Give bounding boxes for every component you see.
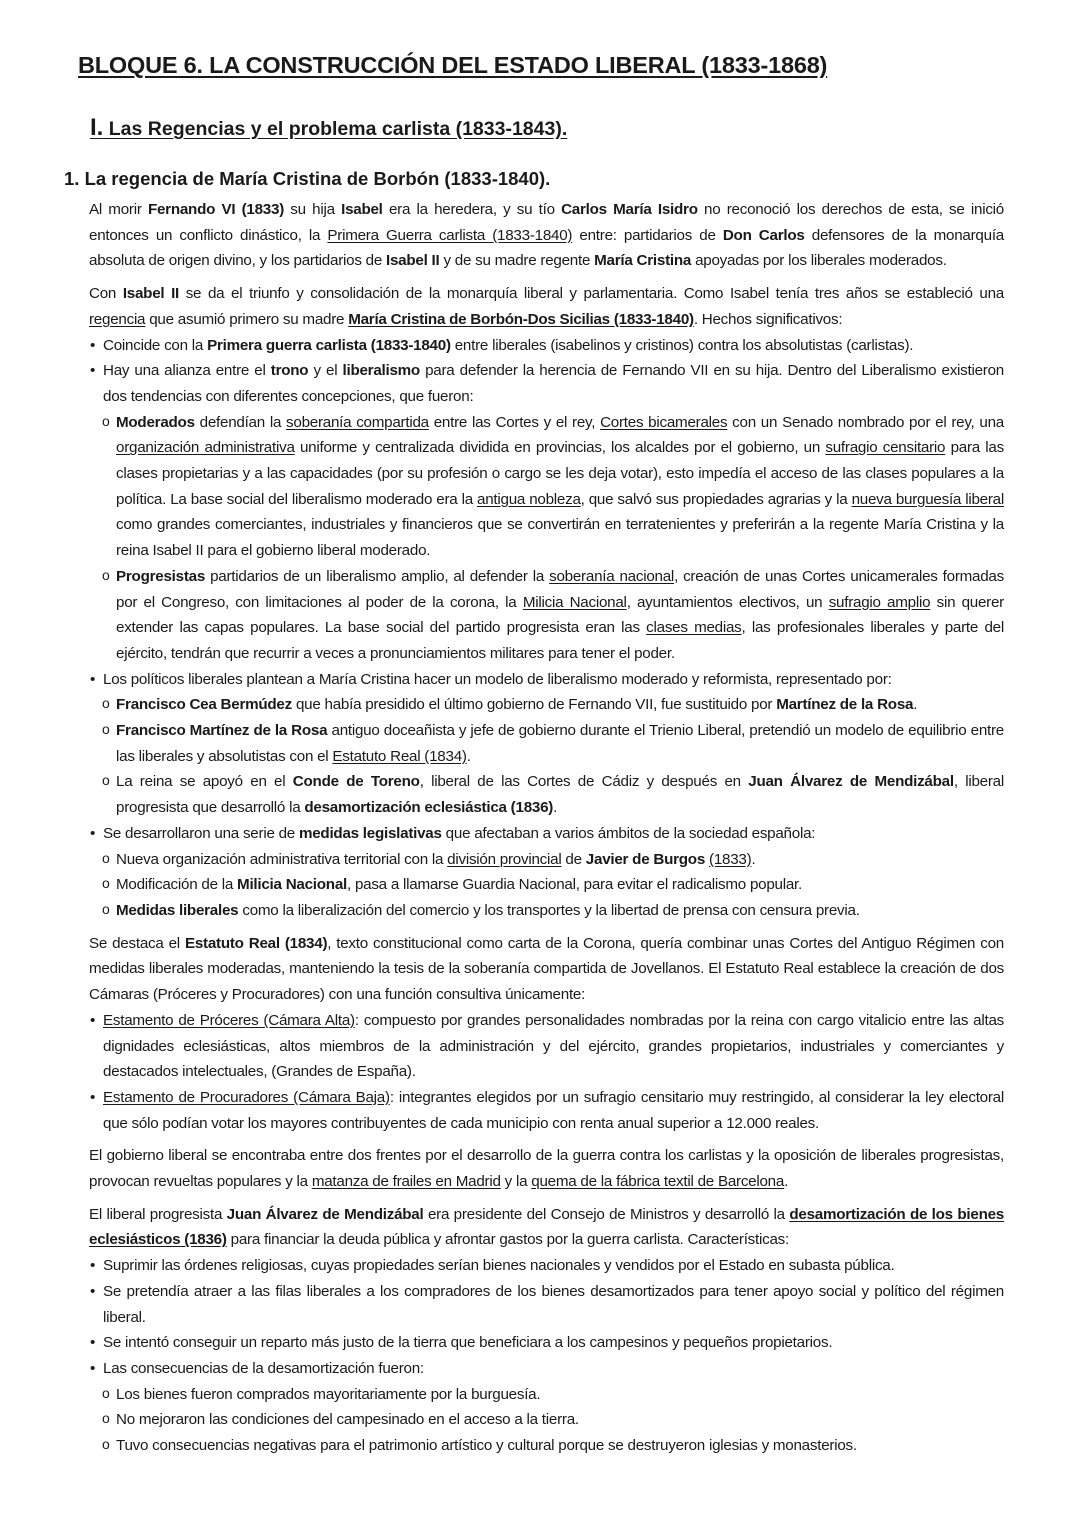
- sub-bullet-item: [89, 564, 1004, 667]
- bold-term: Francisco Martínez de la Rosa: [116, 722, 328, 740]
- bold-term: Carlos María Isidro: [561, 201, 698, 218]
- paragraph: [89, 281, 1004, 332]
- text-run: sin querer extender las capas populares. La base social del partido progresista eran las: [116, 593, 1004, 637]
- text-run: y el: [308, 362, 343, 380]
- bullet-list: [89, 1253, 1004, 1459]
- bullet-item: [89, 1085, 1004, 1136]
- text-run: y la: [500, 1173, 532, 1191]
- sub-bullet-item: [89, 410, 1004, 564]
- text-run: uniforme y centralizada dividida en provincias, los alcaldes por el gobierno, un: [294, 439, 826, 457]
- bold-term: Don Carlos: [722, 226, 805, 244]
- text-run: defendían la: [194, 413, 287, 431]
- underlined-term: antigua nobleza: [477, 490, 581, 508]
- underlined-term: soberanía compartida: [286, 413, 429, 431]
- text-run: se da el triunfo y consolidación de la monarquía liberal y parlamentaria. Como Isabel tenía tres años se estableció una: [179, 285, 1004, 303]
- text-run: , creación de unas Cortes unicamerales formadas por el Congreso, con limitaciones al poder de la corona, la: [116, 567, 1004, 611]
- bold-term: Medidas liberales: [116, 901, 239, 919]
- underlined-term: Primera Guerra carlista (1833-1840): [327, 226, 573, 244]
- sub-bullet-item: [89, 847, 1004, 873]
- document-body: [89, 197, 1004, 1466]
- text-run: apoyadas por los liberales moderados.: [691, 252, 947, 270]
- underlined-term: (1833): [709, 850, 752, 868]
- text-run: La reina se apoyó en el: [116, 773, 293, 791]
- bold-term: Estatuto Real (1834): [184, 934, 328, 952]
- text-run: Al morir: [89, 201, 148, 218]
- text-run: para las clases propietarias y a las capacidades (por su profesión o cargo se les deja votar), esto impedía el acceso de las clases populares a la política. La base social del liberalismo moderado era la: [116, 439, 1004, 508]
- bold-term: Moderados: [116, 413, 195, 431]
- paragraph: [89, 931, 1004, 1008]
- text-run: .: [751, 850, 756, 868]
- underlined-term: clases medias: [646, 619, 742, 637]
- text-run: antiguo doceañista y jefe de gobierno durante el Trienio Liberal, pretendió un modelo de equilibrio entre las liberales y absolutistas con el: [116, 722, 1004, 765]
- text-run: Las consecuencias de la desamortización fueron:: [103, 1359, 424, 1377]
- sub-bullet-item: [89, 1433, 1004, 1459]
- text-run: entre: partidarios de: [572, 226, 723, 244]
- bullet-item: [89, 358, 1004, 409]
- section-numeral: I.: [90, 114, 104, 141]
- text-run: , liberal progresista que desarrolló la: [116, 773, 1004, 817]
- bullet-item: [89, 1356, 1004, 1382]
- text-run: Los bienes fueron comprados mayoritariamente por la burguesía.: [116, 1385, 541, 1403]
- paragraph: [89, 197, 1004, 274]
- text-run: para financiar la deuda pública y afrontar gastos por la guerra carlista. Características:: [226, 1231, 789, 1249]
- sub-bullet-item: [89, 872, 1004, 898]
- text-run: Se pretendía atraer a las filas liberales a los compradores de los bienes desamortizados para tener apoyo social y político del régimen liberal.: [103, 1282, 1004, 1326]
- bold-term: desamortización eclesiástica (1836): [304, 799, 554, 817]
- bullet-item: [89, 667, 1004, 693]
- text-run: : integrantes elegidos por un sufragio censitario muy restringido, al considerar la ley electoral que sólo podían votar los mayores contribuyentes de cada municipio con renta anual superior a 12.000 reales.: [103, 1088, 1004, 1132]
- text-run: , las profesionales liberales y parte del ejército, tendrán que recurrir a veces a pronunciamientos militares para tener el poder.: [116, 619, 1004, 662]
- text-run: , liberal de las Cortes de Cádiz y después en: [419, 773, 749, 791]
- text-run: .: [553, 799, 558, 817]
- text-run: , ayuntamientos electivos, un: [626, 593, 829, 611]
- text-run: Coincide con la: [103, 336, 208, 354]
- underlined-term: sufragio censitario: [825, 439, 946, 457]
- bold-term: Fernando VI (1833): [147, 201, 284, 218]
- text-run: : compuesto por grandes personalidades nombradas por la reina con cargo vitalicio entre las altas dignidades eclesiásticas, altos miembros de la administración y del ejército, grandes propietarios, industriales y comerciantes y destacados intelectuales, (Grandes de España).: [103, 1011, 1005, 1081]
- text-run: Suprimir las órdenes religiosas, cuyas propiedades serían bienes nacionales y vendidos por el Estado en subasta pública.: [103, 1257, 895, 1275]
- paragraph: [89, 1143, 1004, 1194]
- text-run: .: [913, 696, 918, 714]
- text-run: , pasa a llamarse Guardia Nacional, para evitar el radicalismo popular.: [347, 876, 802, 894]
- bullet-item: [89, 1253, 1004, 1279]
- sub-bullet-item: [89, 718, 1004, 769]
- underlined-term: matanza de frailes en Madrid: [311, 1173, 501, 1191]
- underlined-term: regencia: [89, 310, 146, 328]
- section-title-text: Las Regencias y el problema carlista (1833-1843).: [103, 118, 568, 140]
- bold-term: Martínez de la Rosa: [776, 696, 914, 714]
- text-run: Se destaca el: [89, 934, 185, 952]
- bullet-item: [89, 821, 1004, 847]
- text-run: .: [466, 747, 471, 765]
- bold-term: Juan Álvarez de Mendizábal: [226, 1205, 424, 1223]
- bullet-list: [89, 1008, 1004, 1137]
- text-run: .: [784, 1173, 789, 1191]
- text-run: de: [561, 850, 586, 868]
- text-run: Nueva organización administrativa territorial con la: [116, 850, 448, 868]
- document-title: BLOQUE 6. LA CONSTRUCCIÓN DEL ESTADO LIBERAL (1833-1868): [78, 52, 828, 78]
- bullet-item: [89, 1330, 1004, 1356]
- text-run: Se desarrollaron una serie de: [103, 824, 299, 842]
- underlined-term: sufragio amplio: [828, 593, 931, 611]
- underlined-term: quema de la fábrica textil de Barcelona: [531, 1173, 785, 1191]
- text-run: para defender la herencia de Fernando VII en su hija. Dentro del Liberalismo existieron dos tendencias con diferentes concepciones, que fueron:: [103, 362, 1004, 405]
- text-run: , texto constitucional como carta de la Corona, quería combinar unas Cortes del Antiguo Régimen con medidas liberales moderadas, manteniendo la tesis de la soberanía compartida de Jovellanos. El Estatuto Real establece la creación de dos Cámaras (Próceres y Procuradores) con una función consultiva únicamente:: [89, 934, 1005, 1004]
- bold-term: Isabel: [341, 201, 383, 218]
- text-run: no reconoció los derechos de esta, se inició entonces un conflicto dinástico, la: [89, 201, 1005, 244]
- text-run: , que salvó sus propiedades agrarias y la: [580, 490, 852, 508]
- text-run: defensores de la monarquía absoluta de origen divino, y los partidarios de: [89, 226, 1004, 270]
- underlined-term: Milicia Nacional: [522, 593, 627, 611]
- section-title: [90, 114, 567, 142]
- bold-term: Isabel II: [122, 285, 180, 303]
- sub-bullet-item: [89, 898, 1004, 924]
- bold-term: Francisco Cea Bermúdez: [116, 696, 292, 714]
- bold-underlined-term: María Cristina de Borbón-Dos Sicilias (1833-1840): [348, 310, 694, 328]
- text-run: con un Senado nombrado por el rey, una: [727, 413, 1004, 431]
- bold-term: Isabel II: [386, 252, 440, 270]
- text-run: entre las Cortes y el rey,: [428, 413, 601, 431]
- bullet-list: [89, 333, 1004, 924]
- bold-term: Progresistas: [116, 567, 206, 585]
- text-run: que asumió primero su madre: [145, 310, 349, 328]
- bold-term: liberalismo: [342, 362, 420, 380]
- text-run: su hija: [284, 201, 342, 218]
- underlined-term: organización administrativa: [116, 439, 295, 457]
- text-run: que afectaban a varios ámbitos de la sociedad española:: [441, 824, 816, 842]
- bold-term: trono: [270, 362, 309, 380]
- text-run: que había presidido el último gobierno de Fernando VII, fue sustituido por: [291, 696, 777, 714]
- text-run: Modificación de la: [116, 876, 238, 894]
- underlined-term: nueva burguesía liberal: [851, 490, 1004, 508]
- bold-term: María Cristina: [594, 252, 692, 270]
- text-run: como la liberalización del comercio y los transportes y la libertad de prensa con censura previa.: [238, 901, 860, 919]
- bold-underlined-term: desamortización de los bienes eclesiásticos (1836): [89, 1205, 1004, 1249]
- underlined-term: división provincial: [447, 850, 562, 868]
- text-run: . Hechos significativos:: [693, 310, 843, 328]
- text-run: era la heredera, y su tío: [382, 201, 562, 218]
- underlined-term: soberanía nacional: [549, 567, 675, 585]
- subsection-heading: 1. La regencia de María Cristina de Borbón (1833-1840).: [64, 168, 551, 189]
- text-run: Se intentó conseguir un reparto más justo de la tierra que beneficiara a los campesinos y pequeños propietarios.: [103, 1334, 833, 1352]
- text-run: Los políticos liberales plantean a María Cristina hacer un modelo de liberalismo moderado y reformista, representado por:: [103, 670, 892, 688]
- bold-term: Milicia Nacional: [237, 876, 347, 894]
- bullet-item: [89, 1008, 1004, 1085]
- bullet-item: [89, 1279, 1004, 1330]
- bold-term: Javier de Burgos: [585, 850, 706, 868]
- bold-term: Primera guerra carlista (1833-1840): [207, 336, 451, 354]
- text-run: Tuvo consecuencias negativas para el patrimonio artístico y cultural porque se destruyeron iglesias y monasterios.: [116, 1437, 857, 1455]
- text-run: partidarios de un liberalismo amplio, al defender la: [205, 567, 550, 585]
- text-run: No mejoraron las condiciones del campesinado en el acceso a la tierra.: [116, 1411, 579, 1429]
- paragraph: [89, 1202, 1004, 1253]
- bold-term: Juan Álvarez de Mendizábal: [748, 773, 954, 791]
- text-run: entre liberales (isabelinos y cristinos) contra los absolutistas (carlistas).: [450, 336, 914, 354]
- text-run: como grandes comerciantes, industriales y financieros que se convertirán en terratenientes y preferirán a la regente María Cristina y la reina Isabel II para el gobierno liberal moderado.: [116, 516, 1004, 560]
- text-run: y de su madre regente: [439, 252, 595, 270]
- sub-bullet-item: [89, 692, 1004, 718]
- underlined-term: Estatuto Real (1834): [332, 747, 467, 765]
- text-run: era presidente del Consejo de Ministros y desarrolló la: [423, 1205, 790, 1223]
- sub-bullet-item: [89, 1407, 1004, 1433]
- underlined-term: Estamento de Próceres (Cámara Alta): [103, 1011, 355, 1029]
- sub-bullet-item: [89, 1382, 1004, 1408]
- underlined-term: Estamento de Procuradores (Cámara Baja): [103, 1088, 390, 1106]
- bullet-item: [89, 333, 1004, 359]
- underlined-term: Cortes bicamerales: [600, 413, 728, 431]
- text-run: Hay una alianza entre el: [103, 362, 271, 380]
- bold-term: Conde de Toreno: [292, 773, 420, 791]
- text-run: El gobierno liberal se encontraba entre dos frentes por el desarrollo de la guerra contra los carlistas y la oposición de liberales progresistas, provocan revueltas populares y la: [89, 1147, 1004, 1191]
- bold-term: medidas legislativas: [298, 824, 442, 842]
- sub-bullet-item: [89, 769, 1004, 820]
- text-run: El liberal progresista: [89, 1205, 227, 1223]
- text-run: Con: [89, 285, 123, 303]
